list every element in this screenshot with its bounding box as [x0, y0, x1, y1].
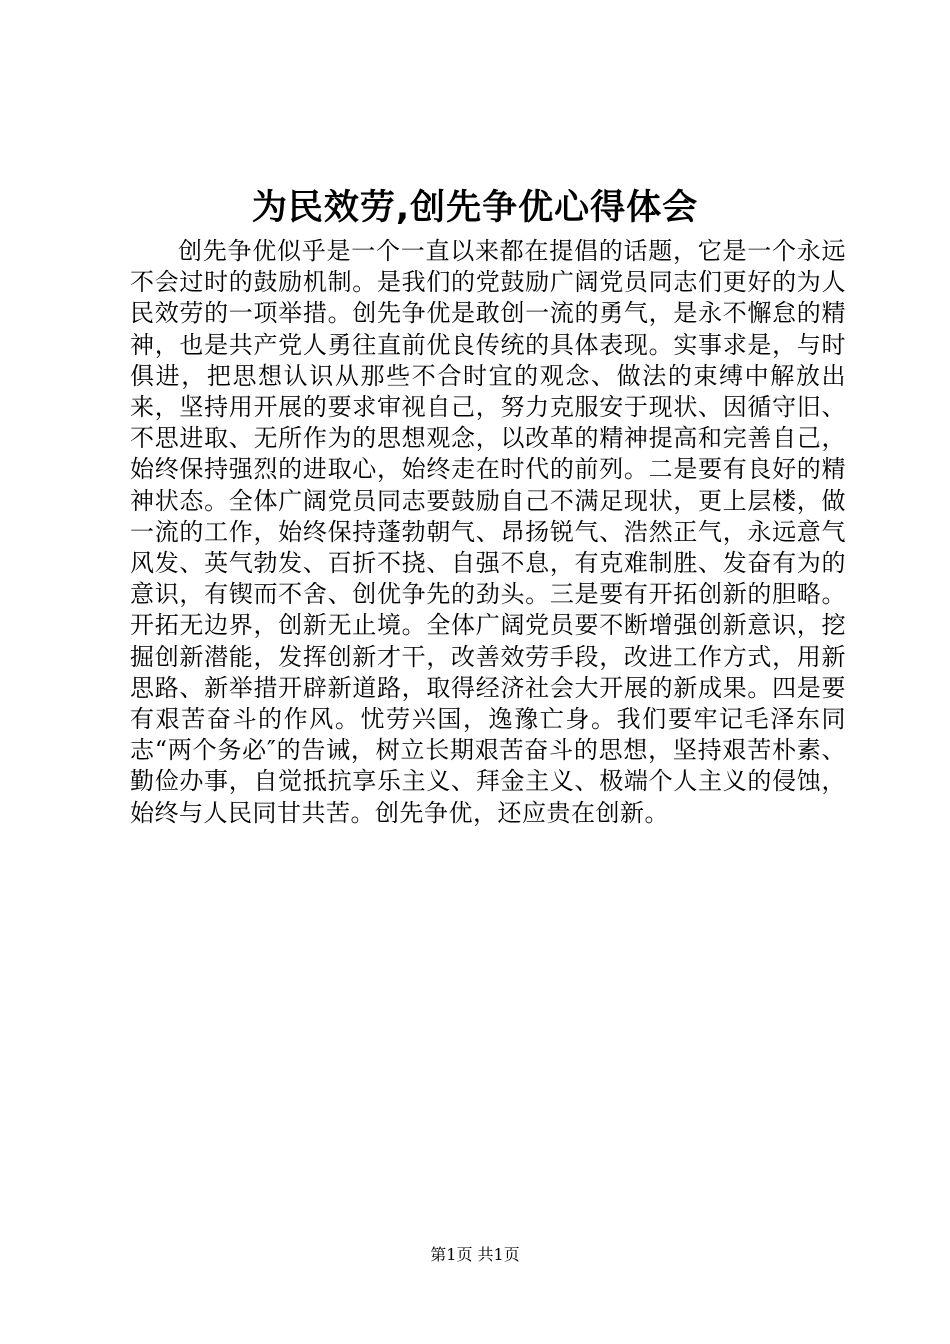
page-footer: 第1页 共1页: [430, 1245, 520, 1264]
document-title: 为民效劳,创先争优心得体会: [251, 188, 699, 228]
body-paragraph: 创先争优似乎是一个一直以来都在提倡的话题，它是一个永远不会过时的鼓励机制。是我们的党鼓励广阔党员同志们更好的为人民效劳的一项举措。创先争优是敢创一流的勇气，是永不懈怠的精神，也是共产党人勇往直前优良传统的具体表现。实事求是，与时俱进，把思想认识从那些不合时宜的观念、做法的束缚中解放出来，坚持用开展的要求审视自己，努力克服安于现状、因循守旧、不思进取、无所作为的思想观念，以改革的精神提高和完善自己，始终保持强烈的进取心，始终走在时代的前列。二是要有良好的精神状态。全体广阔党员同志要鼓励自己不满足现状，更上层楼，做一流的工作，始终保持蓬勃朝气、昂扬锐气、浩然正气，永远意气风发、英气勃发、百折不挠、自强不息，有克难制胜、发奋有为的意识，有锲而不舍、创优争先的劲头。三是要有开拓创新的胆略。开拓无边界，创新无止境。全体广阔党员要不断增强创新意识，挖掘创新潜能，发挥创新才干，改善效劳手段，改进工作方式，用新思路、新举措开辟新道路，取得经济社会大开展的新成果。四是要有艰苦奋斗的作风。忧劳兴国，逸豫亡身。我们要牢记毛泽东同志“两个务必″的告诫，树立长期艰苦奋斗的思想，坚持艰苦朴素、勤俭办事，自觉抵抗享乐主义、拜金主义、极端个人主义的侵蚀，始终与人民同甘共苦。创先争优，还应贵在创新。: [130, 237, 846, 827]
